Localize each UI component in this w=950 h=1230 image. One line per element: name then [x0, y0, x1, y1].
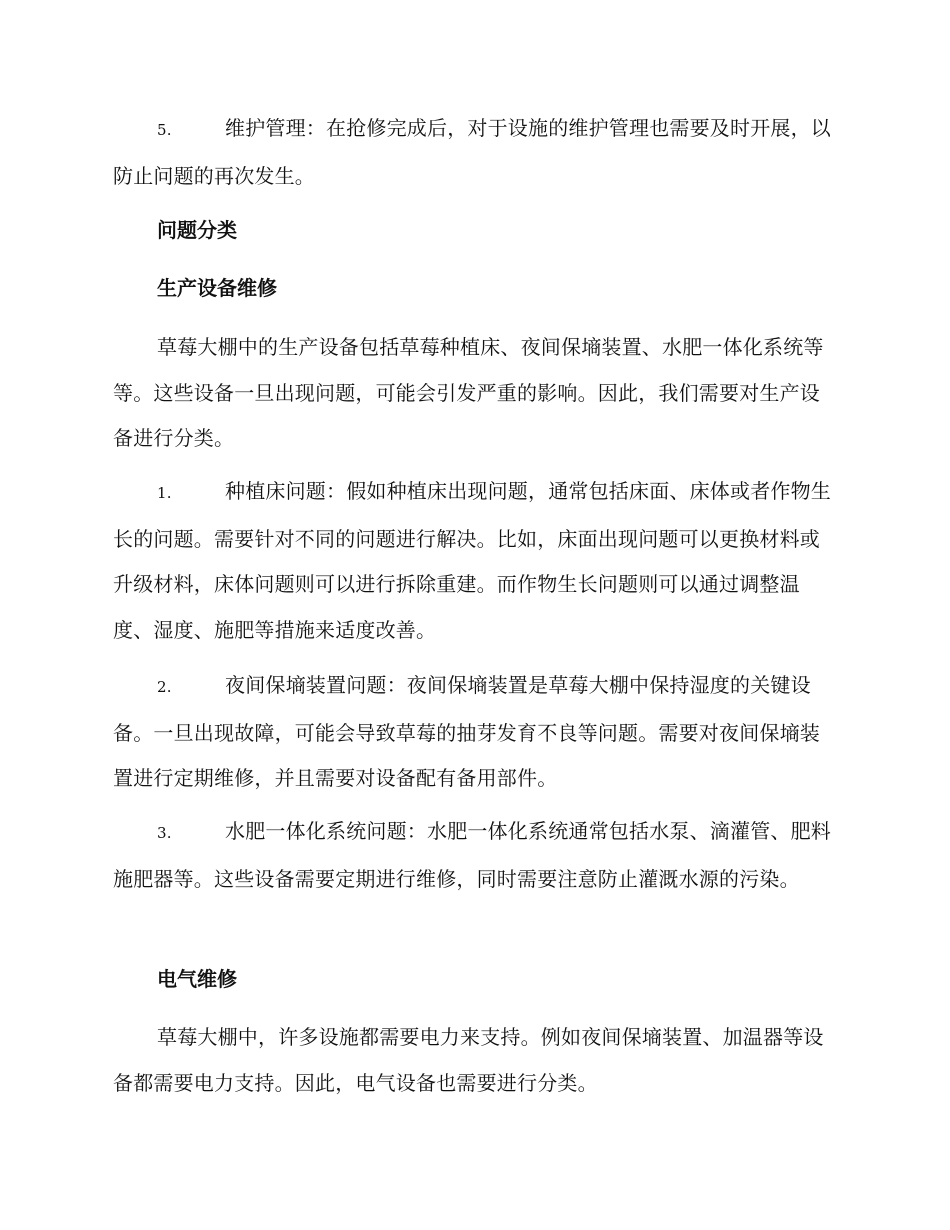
- list-item-number: 1.: [157, 484, 172, 502]
- section-heading-classification: 问题分类: [157, 218, 237, 242]
- list-item-2: [113, 663, 838, 802]
- list-item-number: 2.: [157, 678, 172, 696]
- list-item-text: 水肥一体化系统问题：水肥一体化系统通常包括水泵、滴灌管、肥料施肥器等。这些设备需要定期进行维修，同时需要注意防止灌溉水源的污染。: [113, 819, 831, 891]
- list-item-number: 5.: [157, 121, 172, 139]
- list-item-3: [113, 809, 838, 902]
- list-item-text: 种植床问题：假如种植床出现问题，通常包括床面、床体或者作物生长的问题。需要针对不同的问题进行解决。比如，床面出现问题可以更换材料或升级材料，床体问题则可以进行拆除重建。而作物生长问题则可以通过调整温度、湿度、施肥等措施来适度改善。: [113, 479, 831, 642]
- list-item-5: [113, 106, 838, 199]
- list-item-1: [113, 469, 838, 653]
- list-item-number: 3.: [157, 824, 172, 842]
- list-item-text: 夜间保墒装置问题：夜间保墒装置是草莓大棚中保持湿度的关键设备。一旦出现故障，可能会导致草莓的抽芽发育不良等问题。需要对夜间保墒装置进行定期维修，并且需要对设备配有备用部件。: [113, 673, 820, 790]
- list-item-text: 维护管理：在抢修完成后，对于设施的维护管理也需要及时开展，以防止问题的再次发生。: [113, 116, 831, 188]
- paragraph-production-intro: 草莓大棚中的生产设备包括草莓种植床、夜间保墒装置、水肥一体化系统等等。这些设备一旦出现问题，可能会引发严重的影响。因此，我们需要对生产设备进行分类。: [113, 335, 824, 450]
- section-heading-production: 生产设备维修: [157, 276, 277, 300]
- section-heading-electrical: 电气维修: [157, 967, 237, 991]
- paragraph-electrical-intro: 草莓大棚中，许多设施都需要电力来支持。例如夜间保墒装置、加温器等设备都需要电力支持。因此，电气设备也需要进行分类。: [113, 1025, 824, 1095]
